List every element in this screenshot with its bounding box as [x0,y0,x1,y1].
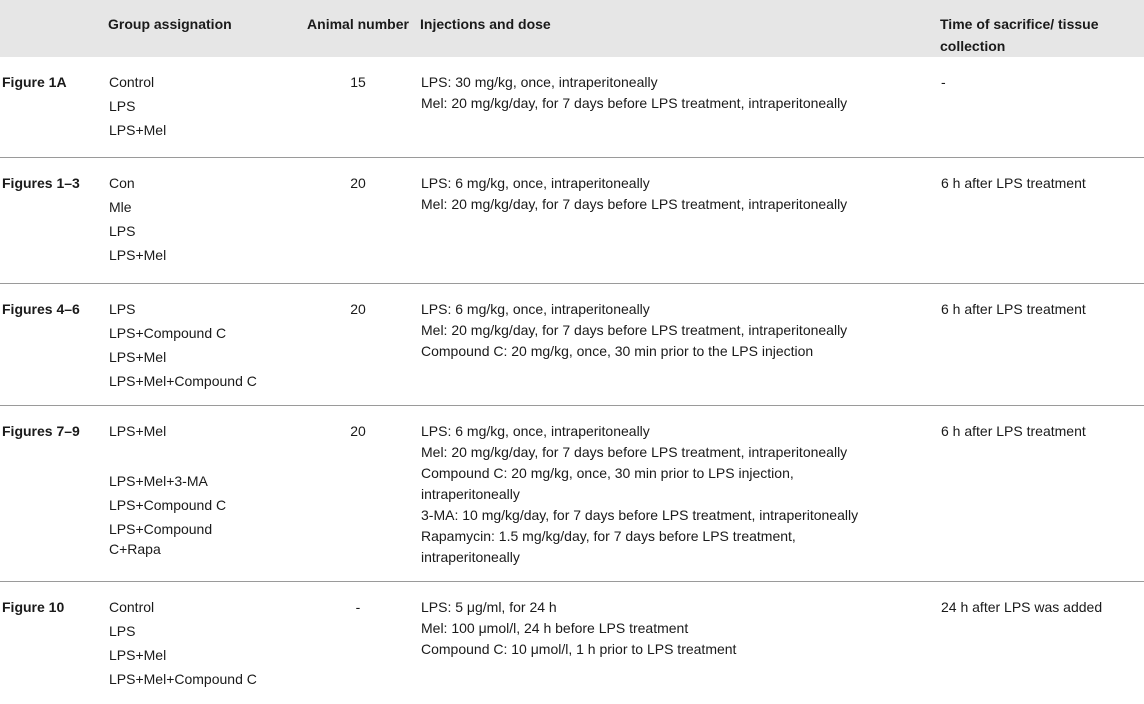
row-animal-number: 20 [350,300,366,317]
group-item: LPS [109,622,136,639]
header-group-assignation: Group assignation [108,16,232,32]
group-item: LPS [109,222,136,239]
row-animal-number: 20 [350,422,366,439]
header-animal-number: Animal number [307,16,409,32]
group-item: Mle [109,198,132,215]
injection-item: Compound C: 20 mg/kg, once, 30 min prior to LPS injection, intraperitoneally [421,464,794,502]
group-item: LPS+Mel+Compound C [109,372,257,389]
row-animal-number: - [355,598,361,615]
row-animal-number: 20 [350,174,366,191]
table-row [0,283,1144,405]
row-figure: Figure 1A [2,74,67,90]
row-animal-number: 15 [350,74,366,90]
row-injections [420,283,940,405]
group-spacer [109,445,295,471]
group-item: LPS [109,300,136,317]
group-item: Control [109,598,155,615]
row-injections [420,57,940,157]
group-item: LPS+Mel+Compound C [109,670,257,687]
injection-item: Compound C: 10 μmol/l, 1 h prior to LPS treatment [421,640,737,657]
injection-item: Mel: 20 mg/kg/day, for 7 days before LPS treatment, intraperitoneally [421,321,848,338]
header-injections-dose: Injections and dose [420,16,551,32]
injection-item: 3-MA: 10 mg/kg/day, for 7 days before LPS treatment, intraperitoneally [421,506,859,523]
group-item: LPS+Mel [109,646,167,663]
injection-item: Rapamycin: 1.5 mg/kg/day, for 7 days before LPS treatment, intraperitoneally [421,527,796,565]
group-item: LPS+Compound C [109,324,227,341]
header-figure [0,0,108,57]
group-item: Control [109,74,155,90]
table-row [0,405,1144,581]
table-row [0,581,1144,704]
row-injections [420,405,940,581]
group-item: LPS+Mel [109,246,167,263]
row-groups [108,157,296,283]
group-item: LPS+Mel+3-MA [109,472,208,489]
row-figure: Figures 4–6 [2,300,80,317]
row-time: 24 h after LPS was added [941,598,1103,615]
table-header-row [0,0,1144,57]
row-groups [108,283,296,405]
group-item: LPS+Mel [109,122,167,138]
row-figure: Figures 1–3 [2,174,80,191]
header-time-of-sacrifice: Time of sacrifice/ tissue collection [940,16,1099,54]
row-time: - [941,74,946,90]
group-item: LPS+Compound C [109,496,227,513]
row-time: 6 h after LPS treatment [941,174,1086,191]
group-item: LPS [109,98,136,114]
injection-item: LPS: 6 mg/kg, once, intraperitoneally [421,422,650,439]
row-groups [108,581,296,704]
row-injections [420,581,940,704]
injection-item: LPS: 5 μg/ml, for 24 h [421,598,557,615]
injection-item: Mel: 20 mg/kg/day, for 7 days before LPS treatment, intraperitoneally [421,195,848,212]
row-time: 6 h after LPS treatment [941,422,1086,439]
injection-item: Compound C: 20 mg/kg, once, 30 min prior to the LPS injection [421,342,814,359]
injection-item: Mel: 100 μmol/l, 24 h before LPS treatment [421,619,689,636]
group-item: LPS+Mel [109,348,167,365]
row-groups [108,405,296,581]
group-item: LPS+Compound C+Rapa [109,520,213,557]
injection-item: LPS: 6 mg/kg, once, intraperitoneally [421,174,650,191]
injection-item: Mel: 20 mg/kg/day, for 7 days before LPS treatment, intraperitoneally [421,95,848,111]
row-time: 6 h after LPS treatment [941,300,1086,317]
row-figure: Figure 10 [2,598,65,615]
group-item: Con [109,174,135,191]
table-row [0,157,1144,283]
row-groups [108,57,296,157]
injection-item: LPS: 30 mg/kg, once, intraperitoneally [421,74,658,90]
group-item: LPS+Mel [109,422,167,439]
injection-item: LPS: 6 mg/kg, once, intraperitoneally [421,300,650,317]
table-row [0,57,1144,157]
row-injections [420,157,940,283]
injection-item: Mel: 20 mg/kg/day, for 7 days before LPS treatment, intraperitoneally [421,443,848,460]
row-figure: Figures 7–9 [2,422,80,439]
